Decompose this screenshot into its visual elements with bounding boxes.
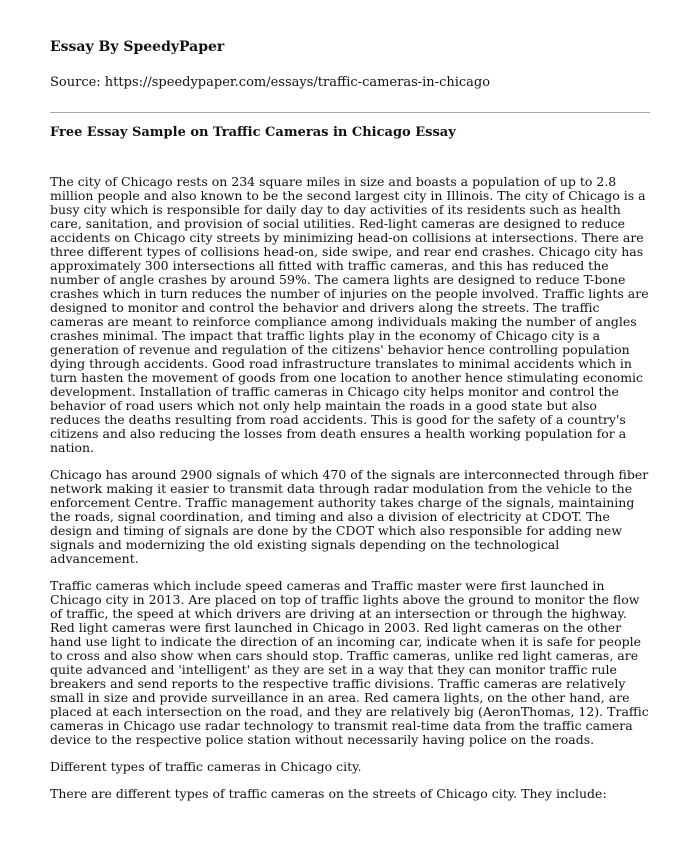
document-page bbox=[50, 38, 650, 814]
paragraph-5: There are different types of traffic cameras on the streets of Chicago city. They include: bbox=[50, 786, 607, 801]
essay-title: Free Essay Sample on Traffic Cameras in Chicago Essay bbox=[50, 125, 456, 140]
brand-heading: Essay By SpeedyPaper bbox=[50, 39, 225, 55]
essay-body bbox=[50, 175, 650, 801]
paragraph-4: Different types of traffic cameras in Chicago city. bbox=[50, 759, 362, 774]
source-line: Source: https://speedypaper.com/essays/traffic-cameras-in-chicago bbox=[50, 75, 491, 90]
header-divider bbox=[50, 112, 650, 113]
paragraph-3: Traffic cameras which include speed cameras and Traffic master were first launched in Chicago city in 2013. Are placed on top of traffic lights above the ground to monitor the flow of traffic, the speed at which drivers are driving at an intersection or through the highway. Red light cameras were first launched in Chicago in 2003. Red light cameras on the other hand use light to indicate the direction of an incoming car, indicate when it is safe for people to cross and also show when cars should stop. Traffic cameras, unlike red light cameras, are quite advanced and 'intelligent' as they are set in a way that they can monitor traffic rule breakers and send reports to the respective traffic divisions. Traffic cameras are relatively small in size and provide surveillance in an area. Red camera lights, on the other hand, are placed at each intersection on the road, and they are relatively big (AeronThomas, 12). Traffic cameras in Chicago use radar technology to transmit real-time data from the traffic camera device to the respective police station without necessarily having police on the roads. bbox=[50, 578, 649, 747]
paragraph-1: The city of Chicago rests on 234 square miles in size and boasts a population of up to 2.8 million people and also known to be the second largest city in Illinois. The city of Chicago is a busy city which is responsible for daily day to day activities of its residents such as health care, sanitation, and provision of social utilities. Red-light cameras are designed to reduce accidents on Chicago city streets by minimizing head-on collisions at intersections. There are three different types of collisions head-on, side swipe, and rear end crashes. Chicago city has approximately 300 intersections all fitted with traffic cameras, and this has reduced the number of angle crashes by around 59%. The camera lights are designed to reduce T-bone crashes which in turn reduces the number of injuries on the people involved. Traffic lights are designed to monitor and control the behavior and drivers along the streets. The traffic cameras are meant to reinforce compliance among individuals making the number of angles crashes minimal. The impact that traffic lights play in the economy of Chicago city is a generation of revenue and regulation of the citizens' behavior hence controlling population dying through accidents. Good road infrastructure translates to minimal accidents which in turn hasten the movement of goods from one location to another hence stimulating economic development. Installation of traffic cameras in Chicago city helps monitor and control the behavior of road users which not only help maintain the roads in a good state but also reduces the deaths resulting from road accidents. This is good for the safety of a country's citizens and also reducing the losses from death ensures a health working population for a nation. bbox=[50, 174, 649, 455]
paragraph-2: Chicago has around 2900 signals of which 470 of the signals are interconnected through fiber network making it easier to transmit data through radar modulation from the vehicle to the enforcement Centre. Traffic management authority takes charge of the signals, maintaining the roads, signal coordination, and timing and also a division of electricity at CDOT. The design and timing of signals are done by the CDOT which also responsible for adding new signals and modernizing the old existing signals depending on the technological advancement. bbox=[50, 467, 649, 566]
